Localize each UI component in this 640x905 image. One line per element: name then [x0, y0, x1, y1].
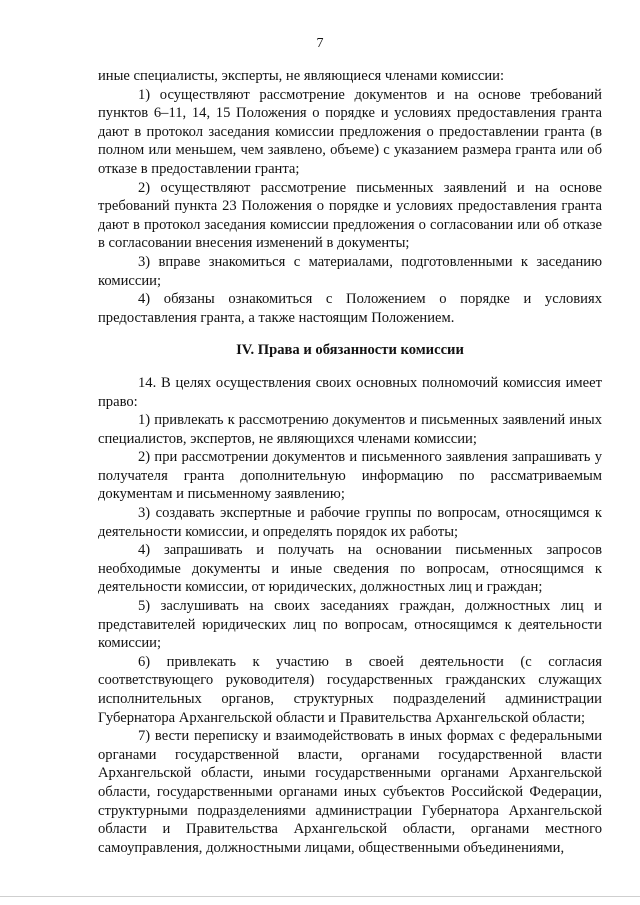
- document-body: [98, 67, 602, 857]
- paragraph-right-2: 2) при рассмотрении документов и письменного заявления запрашивать у получателя гранта дополнительную информацию по рассматриваемым документам и письменному заявлению;: [98, 449, 602, 503]
- paragraph-right-7: 7) вести переписку и взаимодействовать в иных формах с федеральными органами государственной власти, органами государственной власти Архангельской области, иными государственными органами Архангельской области, государственными органами иных субъектов Российской Федерации, структурными подразделениями администрации Губернатора Архангельской области и Правительства Архангельской области, органами местного самоуправления, должностными лицами, общественными объединениями,: [98, 728, 602, 856]
- paragraph-right-3: 3) создавать экспертные и рабочие группы по вопросам, относящимся к деятельности комиссии, и определять порядок их работы;: [98, 505, 602, 540]
- paragraph-right-4: 4) запрашивать и получать на основании письменных запросов необходимые документы и иные сведения по вопросам, относящимся к деятельности комиссии, от юридических, должностных лиц и граждан;: [98, 542, 602, 596]
- section-heading: IV. Права и обязанности комиссии: [236, 342, 464, 359]
- paragraph-item-1: 1) осуществляют рассмотрение документов и на основе требований пунктов 6–11, 14, 15 Положения о порядке и условиях предоставления гранта дают в протокол заседания комиссии предложения о предоставлении гранта (в полном или меньшем, чем заявлено, объеме) с указанием размера гранта или об отказе в предоставлении гранта;: [98, 86, 602, 177]
- paragraph-right-5: 5) заслушивать на своих заседаниях граждан, должностных лиц и представителей юридических лиц по вопросам, относящимся к деятельности комиссии;: [98, 598, 602, 652]
- paragraph-item-4: 4) обязаны ознакомиться с Положением о порядке и условиях предоставления гранта, а также настоящим Положением.: [98, 291, 602, 326]
- paragraph-item-2: 2) осуществляют рассмотрение письменных заявлений и на основе требований пункта 23 Положения о порядке и условиях предоставления гранта дают в протокол заседания комиссии предложения о согласовании или об отказе в согласовании внесения изменений в документы;: [98, 179, 602, 252]
- paragraph-right-6: 6) привлекать к участию в своей деятельности (с согласия соответствующего руководителя) государственных гражданских служащих исполнительных органов, структурных подразделений администрации Губернатора Архангельской области и Правительства Архангельской области;: [98, 653, 602, 726]
- paragraph-item-3: 3) вправе знакомиться с материалами, подготовленными к заседанию комиссии;: [98, 253, 602, 289]
- paragraph-intro: иные специалисты, эксперты, не являющиеся членами комиссии:: [98, 68, 505, 84]
- page-bottom-rule: [0, 896, 640, 897]
- page-number: 7: [316, 36, 324, 51]
- paragraph-right-1: 1) привлекать к рассмотрению документов и письменных заявлений иных специалистов, экспертов, не являющихся членами комиссии;: [98, 412, 602, 447]
- paragraph-clause-14: 14. В целях осуществления своих основных полномочий комиссия имеет право:: [98, 374, 602, 410]
